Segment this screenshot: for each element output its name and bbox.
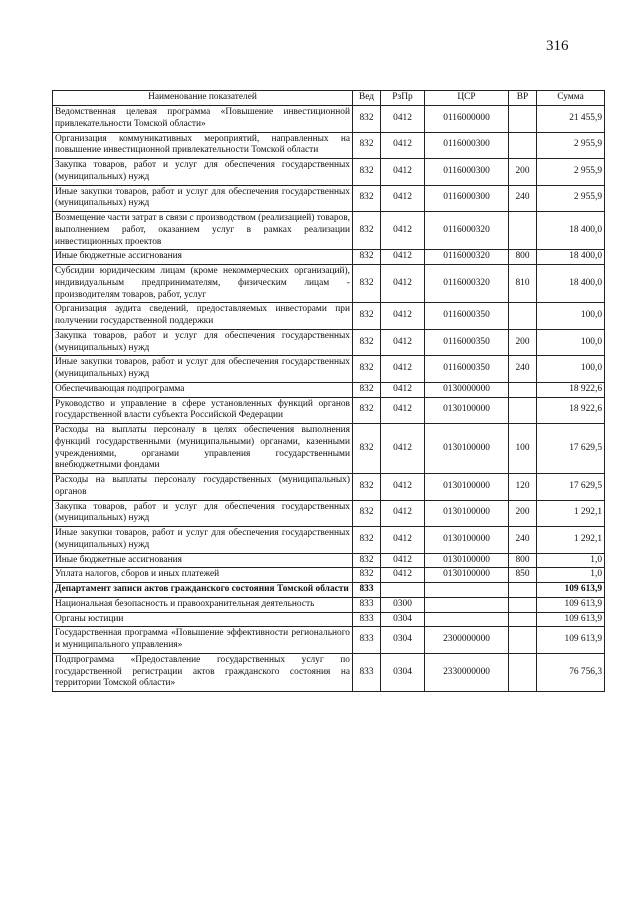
table-row	[53, 356, 605, 383]
cell-ved: 833	[353, 583, 381, 598]
cell-ved: 833	[353, 653, 381, 691]
cell-csr: 0130100000	[425, 397, 509, 424]
table-row	[53, 568, 605, 583]
cell-csr: 0130100000	[425, 527, 509, 554]
table-row	[53, 265, 605, 303]
cell-ved: 832	[353, 303, 381, 330]
cell-rzpr: 0412	[381, 303, 425, 330]
cell-csr	[425, 583, 509, 598]
cell-sum: 17 629,5	[537, 474, 605, 501]
cell-vr: 120	[509, 474, 537, 501]
table-row	[53, 553, 605, 568]
table-row	[53, 627, 605, 654]
cell-csr: 0116000320	[425, 250, 509, 265]
cell-csr: 0116000320	[425, 212, 509, 250]
cell-vr	[509, 106, 537, 133]
cell-sum: 17 629,5	[537, 424, 605, 474]
cell-sum: 76 756,3	[537, 653, 605, 691]
cell-rzpr: 0412	[381, 568, 425, 583]
header-ved: Вед	[353, 91, 381, 106]
cell-ved: 833	[353, 627, 381, 654]
table-row	[53, 424, 605, 474]
cell-vr: 100	[509, 424, 537, 474]
cell-name: Закупка товаров, работ и услуг для обеспечения государственных (муниципальных) нужд	[53, 500, 353, 527]
cell-rzpr: 0412	[381, 132, 425, 159]
cell-sum: 2 955,9	[537, 159, 605, 186]
cell-name: Расходы на выплаты персоналу в целях обеспечения выполнения функций государственными (муниципальными) органами, казенными учреждениями, органами управления государственными внебюджетными фондами	[53, 424, 353, 474]
cell-csr	[425, 612, 509, 627]
cell-vr	[509, 397, 537, 424]
table-row	[53, 397, 605, 424]
cell-name: Руководство и управление в сфере установленных функций органов государственной власти субъекта Российской Федерации	[53, 397, 353, 424]
cell-csr: 0116000300	[425, 132, 509, 159]
cell-ved: 832	[353, 424, 381, 474]
cell-name: Уплата налогов, сборов и иных платежей	[53, 568, 353, 583]
cell-sum: 100,0	[537, 329, 605, 356]
cell-sum: 2 955,9	[537, 185, 605, 212]
cell-csr: 2300000000	[425, 627, 509, 654]
cell-csr: 0116000350	[425, 329, 509, 356]
cell-csr: 0116000000	[425, 106, 509, 133]
cell-rzpr: 0412	[381, 527, 425, 554]
cell-csr: 0130100000	[425, 474, 509, 501]
cell-vr	[509, 583, 537, 598]
cell-name: Организация аудита сведений, предоставляемых инвесторами при получении государственной поддержки	[53, 303, 353, 330]
cell-name: Государственная программа «Повышение эффективности регионального и муниципального управления»	[53, 627, 353, 654]
cell-sum: 109 613,9	[537, 583, 605, 598]
cell-sum: 109 613,9	[537, 597, 605, 612]
cell-vr: 200	[509, 159, 537, 186]
cell-vr: 850	[509, 568, 537, 583]
cell-sum: 109 613,9	[537, 612, 605, 627]
cell-rzpr: 0412	[381, 500, 425, 527]
cell-ved: 832	[353, 500, 381, 527]
cell-rzpr: 0304	[381, 653, 425, 691]
cell-sum: 100,0	[537, 303, 605, 330]
cell-sum: 18 922,6	[537, 397, 605, 424]
table-row	[53, 185, 605, 212]
cell-ved: 832	[353, 397, 381, 424]
table-row	[53, 303, 605, 330]
header-name: Наименование показателей	[53, 91, 353, 106]
cell-csr: 0116000300	[425, 159, 509, 186]
cell-vr: 240	[509, 527, 537, 554]
table-row	[53, 612, 605, 627]
cell-rzpr: 0412	[381, 265, 425, 303]
page-number: 316	[546, 38, 569, 54]
cell-ved: 832	[353, 132, 381, 159]
cell-name: Ведомственная целевая программа «Повышение инвестиционной привлекательности Томской области»	[53, 106, 353, 133]
header-sum: Сумма	[537, 91, 605, 106]
cell-csr: 0130100000	[425, 424, 509, 474]
cell-ved: 832	[353, 382, 381, 397]
cell-ved: 833	[353, 597, 381, 612]
cell-name: Органы юстиции	[53, 612, 353, 627]
cell-ved: 832	[353, 185, 381, 212]
cell-sum: 18 922,6	[537, 382, 605, 397]
cell-sum: 2 955,9	[537, 132, 605, 159]
cell-rzpr: 0412	[381, 382, 425, 397]
table-row	[53, 250, 605, 265]
cell-csr: 0130000000	[425, 382, 509, 397]
cell-name: Подпрограмма «Предоставление государственных услуг по государственной регистрации актов гражданского состояния на территории Томской области»	[53, 653, 353, 691]
cell-vr	[509, 382, 537, 397]
cell-name: Организация коммуникативных мероприятий, направленных на повышение инвестиционной привлекательности Томской области	[53, 132, 353, 159]
cell-rzpr: 0412	[381, 185, 425, 212]
cell-rzpr: 0412	[381, 474, 425, 501]
cell-csr: 0116000300	[425, 185, 509, 212]
table-row	[53, 329, 605, 356]
header-vr: ВР	[509, 91, 537, 106]
cell-csr: 2330000000	[425, 653, 509, 691]
cell-name: Иные бюджетные ассигнования	[53, 553, 353, 568]
cell-ved: 832	[353, 474, 381, 501]
cell-name: Возмещение части затрат в связи с производством (реализацией) товаров, выполнением работ, оказанием услуг в рамках реализации инвестиционных проектов	[53, 212, 353, 250]
cell-rzpr: 0412	[381, 356, 425, 383]
cell-name: Закупка товаров, работ и услуг для обеспечения государственных (муниципальных) нужд	[53, 159, 353, 186]
cell-vr: 240	[509, 356, 537, 383]
cell-vr: 240	[509, 185, 537, 212]
budget-table	[52, 90, 605, 692]
cell-sum: 18 400,0	[537, 265, 605, 303]
cell-ved: 832	[353, 329, 381, 356]
cell-rzpr	[381, 583, 425, 598]
table-row	[53, 474, 605, 501]
cell-name: Иные закупки товаров, работ и услуг для обеспечения государственных (муниципальных) нужд	[53, 356, 353, 383]
table-row	[53, 132, 605, 159]
table-row	[53, 106, 605, 133]
cell-name: Расходы на выплаты персоналу государственных (муниципальных) органов	[53, 474, 353, 501]
cell-name: Национальная безопасность и правоохранительная деятельность	[53, 597, 353, 612]
cell-name: Иные закупки товаров, работ и услуг для обеспечения государственных (муниципальных) нужд	[53, 527, 353, 554]
cell-rzpr: 0412	[381, 250, 425, 265]
cell-ved: 832	[353, 250, 381, 265]
cell-csr: 0130100000	[425, 500, 509, 527]
cell-sum: 18 400,0	[537, 250, 605, 265]
cell-sum: 1,0	[537, 553, 605, 568]
cell-vr	[509, 612, 537, 627]
cell-csr: 0116000350	[425, 303, 509, 330]
cell-name: Иные закупки товаров, работ и услуг для обеспечения государственных (муниципальных) нужд	[53, 185, 353, 212]
cell-ved: 832	[353, 159, 381, 186]
cell-sum: 1,0	[537, 568, 605, 583]
cell-sum: 1 292,1	[537, 500, 605, 527]
cell-vr: 810	[509, 265, 537, 303]
cell-sum: 21 455,9	[537, 106, 605, 133]
cell-ved: 832	[353, 356, 381, 383]
cell-ved: 832	[353, 212, 381, 250]
cell-rzpr: 0304	[381, 612, 425, 627]
cell-sum: 109 613,9	[537, 627, 605, 654]
cell-vr	[509, 212, 537, 250]
cell-name: Закупка товаров, работ и услуг для обеспечения государственных (муниципальных) нужд	[53, 329, 353, 356]
table-row	[53, 583, 605, 598]
cell-vr: 800	[509, 553, 537, 568]
table-row	[53, 527, 605, 554]
header-rzpr: РзПр	[381, 91, 425, 106]
cell-csr: 0116000320	[425, 265, 509, 303]
cell-name: Обеспечивающая подпрограмма	[53, 382, 353, 397]
cell-ved: 832	[353, 568, 381, 583]
table-header-row	[53, 91, 605, 106]
cell-ved: 832	[353, 265, 381, 303]
table-row	[53, 597, 605, 612]
table-row	[53, 500, 605, 527]
cell-rzpr: 0412	[381, 106, 425, 133]
cell-csr: 0130100000	[425, 553, 509, 568]
table-body	[53, 106, 605, 692]
cell-name: Иные бюджетные ассигнования	[53, 250, 353, 265]
cell-csr: 0116000350	[425, 356, 509, 383]
cell-rzpr: 0412	[381, 159, 425, 186]
cell-rzpr: 0412	[381, 329, 425, 356]
cell-vr	[509, 597, 537, 612]
table-row	[53, 653, 605, 691]
cell-vr: 200	[509, 500, 537, 527]
cell-ved: 832	[353, 527, 381, 554]
cell-name: Субсидии юридическим лицам (кроме некоммерческих организаций), индивидуальным предпринимателям, физическим лицам - производителям товаров, работ, услуг	[53, 265, 353, 303]
cell-name: Департамент записи актов гражданского состояния Томской области	[53, 583, 353, 598]
header-csr: ЦСР	[425, 91, 509, 106]
cell-ved: 832	[353, 553, 381, 568]
table-row	[53, 159, 605, 186]
cell-csr: 0130100000	[425, 568, 509, 583]
cell-sum: 1 292,1	[537, 527, 605, 554]
cell-rzpr: 0412	[381, 397, 425, 424]
cell-ved: 833	[353, 612, 381, 627]
cell-rzpr: 0412	[381, 553, 425, 568]
cell-rzpr: 0304	[381, 627, 425, 654]
cell-vr	[509, 653, 537, 691]
cell-sum: 100,0	[537, 356, 605, 383]
table-row	[53, 212, 605, 250]
cell-vr: 200	[509, 329, 537, 356]
cell-vr	[509, 132, 537, 159]
cell-ved: 832	[353, 106, 381, 133]
cell-rzpr: 0300	[381, 597, 425, 612]
cell-csr	[425, 597, 509, 612]
cell-vr	[509, 303, 537, 330]
cell-sum: 18 400,0	[537, 212, 605, 250]
table-row	[53, 382, 605, 397]
cell-vr: 800	[509, 250, 537, 265]
cell-rzpr: 0412	[381, 212, 425, 250]
cell-rzpr: 0412	[381, 424, 425, 474]
cell-vr	[509, 627, 537, 654]
